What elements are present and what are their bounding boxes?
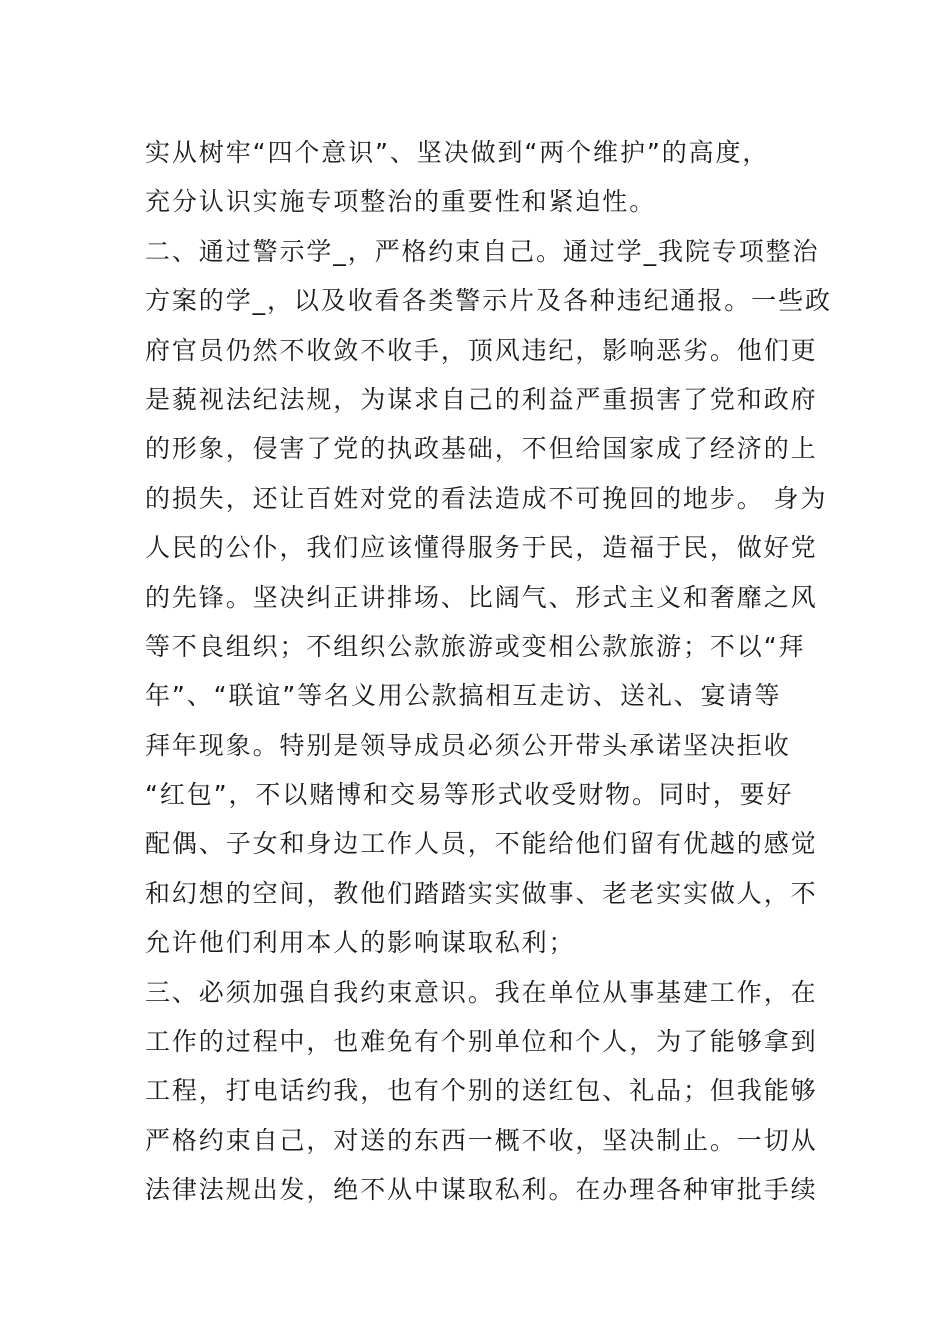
text-line: 法律法规出发，绝不从中谋取私利。在办理各种审批手续 xyxy=(145,1175,818,1205)
text-line: 等不良组织；不组织公款旅游或变相公款旅游；不以“拜 xyxy=(145,631,806,661)
text-line: 和幻想的空间，教他们踏踏实实做事、老老实实做人，不 xyxy=(145,878,818,908)
text-line: 工作的过程中，也难免有个别单位和个人，为了能够拿到 xyxy=(145,1027,818,1057)
text-line: 年”、“联谊”等名义用公款搞相互走访、送礼、宴请等 xyxy=(145,681,782,711)
text-line: 二、通过警示学_，严格约束自己。通过学_我院专项整治 xyxy=(145,236,820,266)
text-line: 配偶、子女和身边工作人员，不能给他们留有优越的感觉 xyxy=(145,829,818,859)
text-line: 人民的公仆，我们应该懂得服务于民，造福于民，做好党 xyxy=(145,533,818,563)
document-body xyxy=(145,133,832,1220)
text-line: 方案的学_，以及收看各类警示片及各种违纪通报。一些政 xyxy=(145,286,832,316)
text-line: 严格约束自己，对送的东西一概不收，坚决制止。一切从 xyxy=(145,1125,818,1155)
text-line: 的损失，还让百姓对党的看法造成不可挽回的地步。 身为 xyxy=(145,483,828,513)
text-line: 允许他们利用本人的影响谋取私利； xyxy=(145,928,576,958)
text-line: 三、必须加强自我约束意识。我在单位从事基建工作，在 xyxy=(145,977,818,1007)
text-line: 是藐视法纪法规，为谋求自己的利益严重损害了党和政府 xyxy=(145,384,818,414)
text-line: 充分认识实施专项整治的重要性和紧迫性。 xyxy=(145,187,657,217)
text-line: 府官员仍然不收敛不收手，顶风违纪，影响恶劣。他们更 xyxy=(145,335,818,365)
text-line: 实从树牢“四个意识”、坚决做到“两个维护”的高度， xyxy=(145,138,770,167)
text-line: 工程，打电话约我，也有个别的送红包、礼品；但我能够 xyxy=(145,1076,818,1106)
text-line: 的形象，侵害了党的执政基础，不但给国家成了经济的上 xyxy=(145,434,818,464)
text-line: 的先锋。坚决纠正讲排场、比阔气、形式主义和奢靡之风 xyxy=(145,582,818,612)
text-line: 拜年现象。特别是领导成员必须公开带头承诺坚决拒收 xyxy=(145,730,791,760)
text-line: “红包”，不以赌博和交易等形式收受财物。同时，要好 xyxy=(145,780,794,810)
